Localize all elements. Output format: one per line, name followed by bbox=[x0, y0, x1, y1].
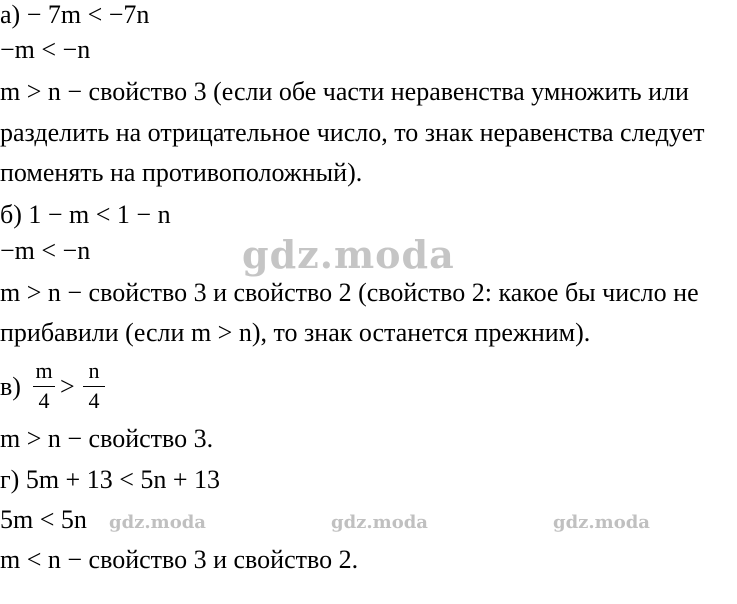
watermark-small-1: gdz.moda bbox=[109, 512, 206, 533]
fraction-left-numerator: m bbox=[35, 358, 53, 383]
line-b-inequality: б) 1 − m < 1 − n bbox=[0, 200, 171, 229]
line-g-result: m < n − свойство 3 и свойство 2. bbox=[0, 545, 359, 574]
fraction-left-bar bbox=[33, 386, 55, 387]
line-g-inequality: г) 5m + 13 < 5n + 13 bbox=[0, 465, 221, 494]
watermark-small-3: gdz.moda bbox=[553, 512, 650, 533]
watermark-small-2: gdz.moda bbox=[331, 512, 428, 533]
watermark-large: gdz.moda bbox=[242, 232, 455, 277]
line-v-result: m > n − свойство 3. bbox=[0, 424, 214, 453]
fraction-right-numerator: n bbox=[88, 358, 100, 383]
line-a-inequality: а) − 7m < −7n bbox=[0, 0, 150, 29]
fraction-operator: > bbox=[60, 372, 75, 401]
line-a-step: −m < −n bbox=[0, 35, 91, 64]
fraction-right bbox=[83, 359, 105, 415]
line-a-result: m > n − свойство 3 (если обе части неравенства умножить или bbox=[0, 77, 689, 106]
line-v-label: в) bbox=[0, 372, 21, 401]
fraction-right-bar bbox=[83, 386, 105, 387]
line-b-result: m > n − свойство 3 и свойство 2 (свойство 2: какое бы число не bbox=[0, 278, 699, 307]
fraction-left-denominator: 4 bbox=[38, 388, 50, 413]
line-a-explanation-end: поменять на противоположный). bbox=[0, 158, 363, 187]
fraction-left bbox=[33, 359, 55, 415]
line-g-step: 5m < 5n bbox=[0, 505, 87, 534]
line-a-explanation: разделить на отрицательное число, то знак неравенства следует bbox=[0, 118, 705, 147]
line-b-step: −m < −n bbox=[0, 236, 91, 265]
line-b-explanation: прибавили (если m > n), то знак останется прежним). bbox=[0, 318, 591, 347]
fraction-right-denominator: 4 bbox=[88, 388, 100, 413]
